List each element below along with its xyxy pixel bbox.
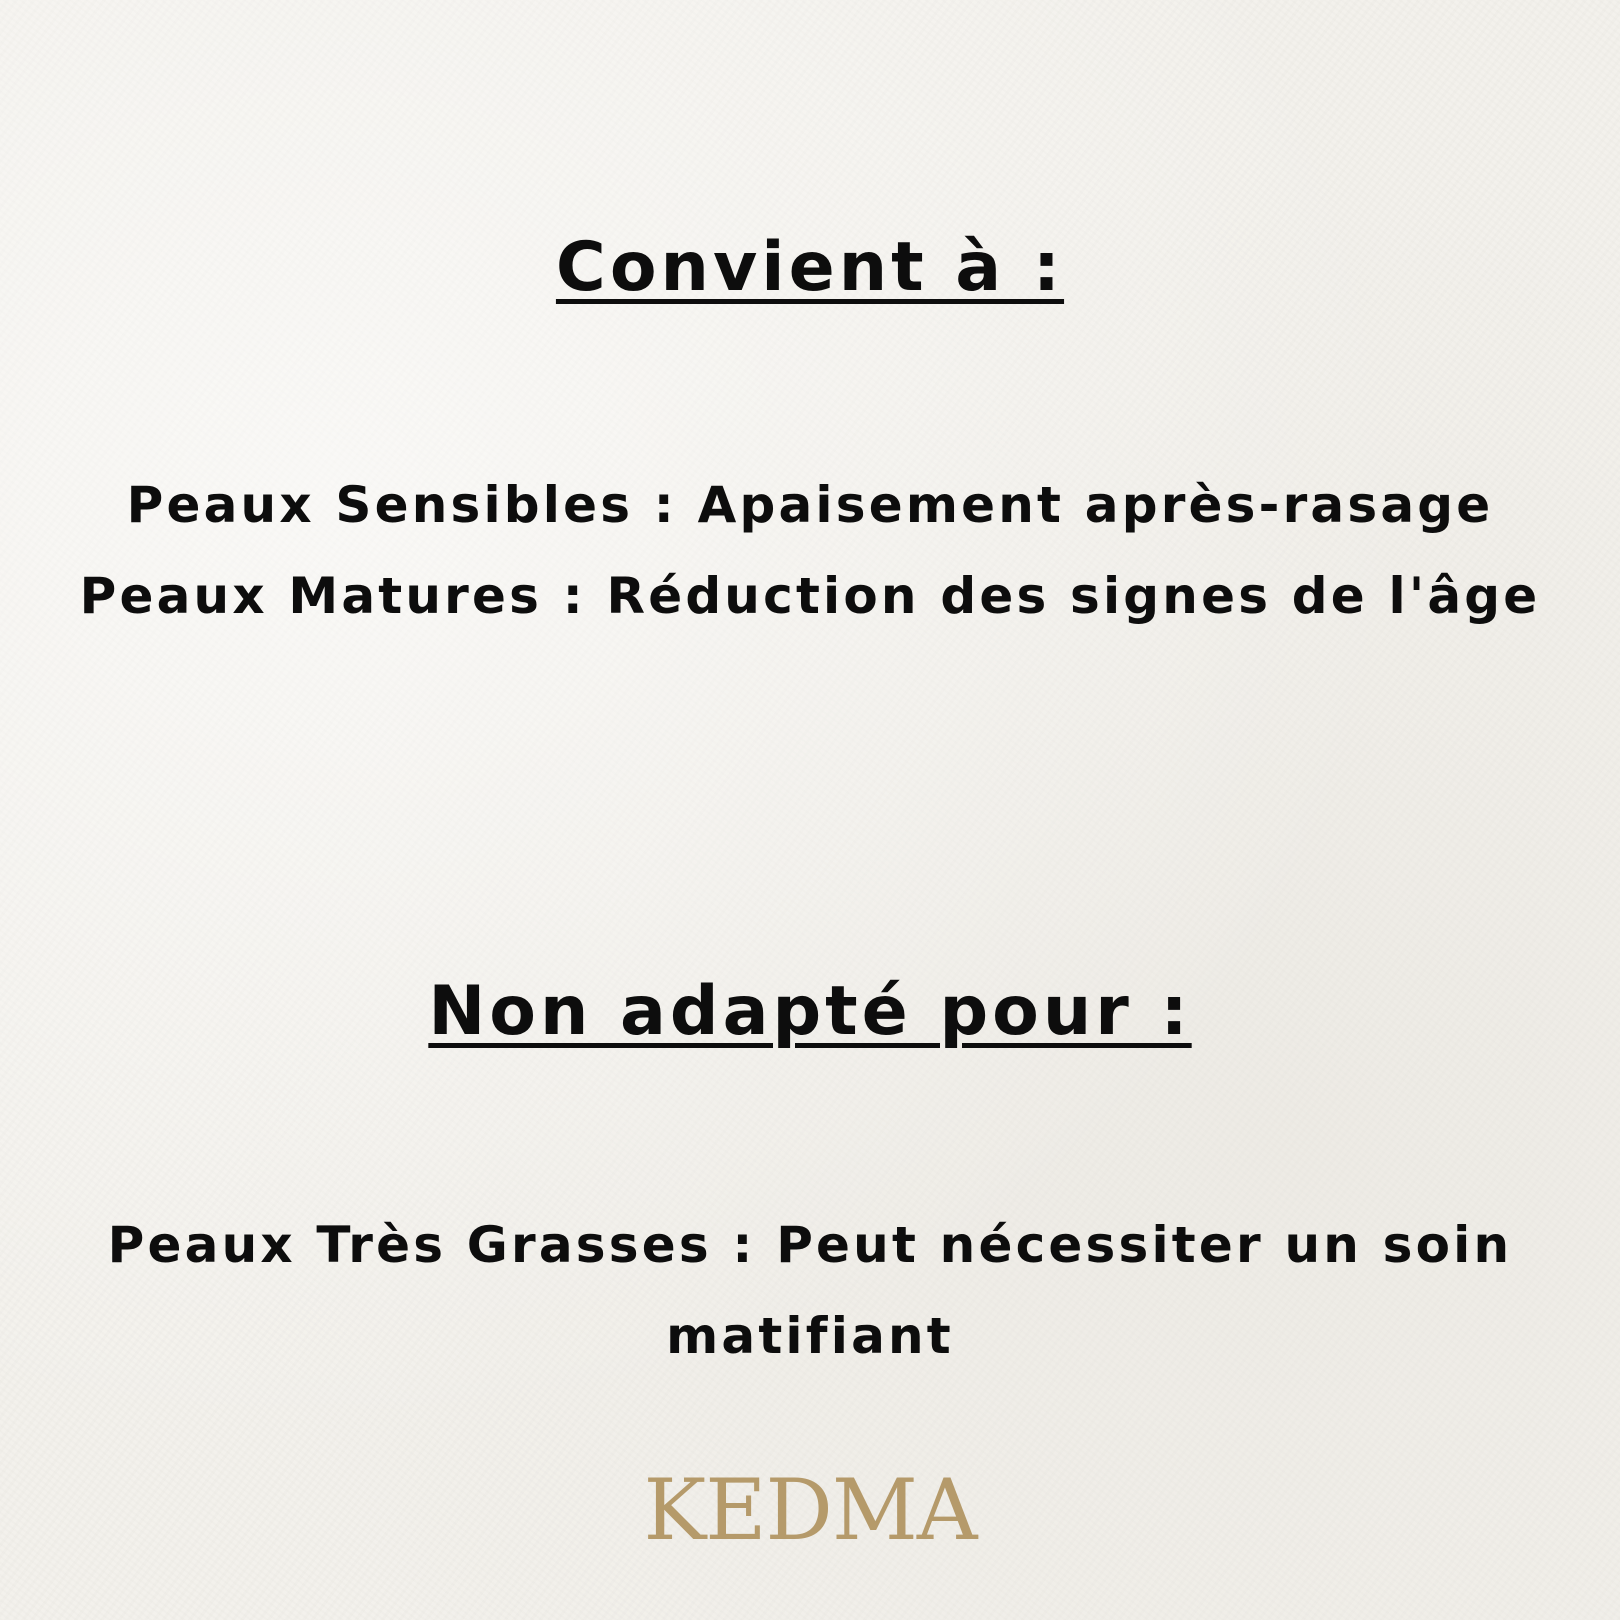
unsuitable-heading [0,972,1620,1052]
brand-logo: KEDMA [643,1461,977,1559]
suitable-heading [0,228,1620,308]
suitable-heading-text: Convient à : [555,228,1065,307]
list-item: Peaux Matures : Réduction des signes de l'âge [79,567,1541,625]
list-item: Peaux Sensibles : Apaisement après-rasage [126,476,1494,534]
list-item: Peaux Très Grasses : Peut nécessiter un soin matifiant [107,1216,1513,1365]
unsuitable-skin-list [90,1200,1530,1382]
suitable-skin-list [60,460,1560,642]
unsuitable-heading-text: Non adapté pour : [428,972,1192,1051]
